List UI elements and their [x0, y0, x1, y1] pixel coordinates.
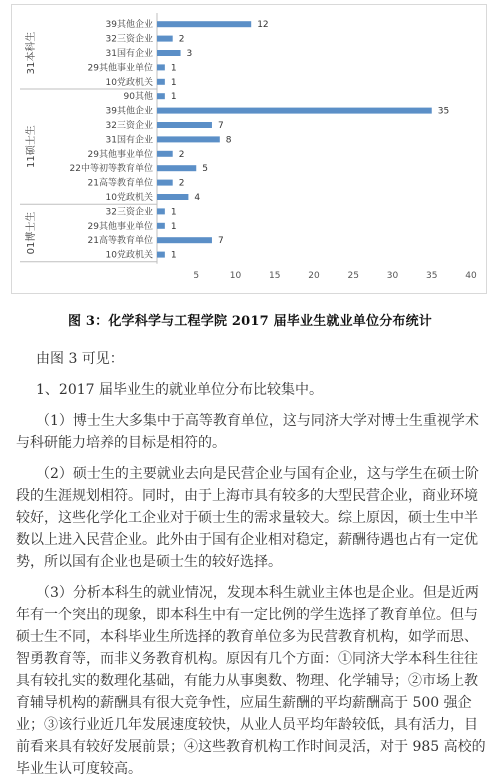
data-label: 2	[178, 178, 185, 189]
bar	[157, 136, 220, 142]
category-label: 32三资企业	[105, 121, 153, 131]
category-label: 22中等初等教育单位	[69, 164, 153, 175]
data-label: 1	[170, 250, 177, 261]
x-tick-label: 35	[426, 270, 438, 281]
category-label: 29其他事业单位	[87, 221, 153, 232]
category-label: 39其他企业	[105, 106, 153, 117]
bar	[157, 180, 173, 186]
category-label: 32三资企业	[105, 207, 153, 218]
category-label: 90其他	[123, 92, 153, 103]
data-label: 2	[178, 34, 185, 45]
group-label: 31本科生	[26, 31, 37, 75]
category-label: 31国有企业	[105, 135, 153, 146]
x-tick-label: 40	[465, 270, 477, 281]
bar	[157, 252, 165, 258]
data-label: 1	[170, 77, 177, 88]
category-label: 29其他事业单位	[87, 149, 153, 160]
bar	[157, 151, 173, 157]
data-label: 2	[178, 149, 185, 160]
category-label: 39其他企业	[105, 20, 153, 31]
paragraph-phd: （1）博士生大多集中于高等教育单位，这与同济大学对博士生重视学术与科研能力培养的目标是相符的。	[16, 413, 479, 451]
bar	[157, 93, 165, 99]
data-label: 12	[257, 20, 269, 31]
category-label: 31国有企业	[105, 49, 153, 59]
category-label: 10党政机关	[105, 250, 153, 261]
chart-frame	[11, 4, 487, 294]
x-tick-label: 30	[386, 270, 399, 281]
bar	[157, 165, 196, 171]
x-tick-label: 15	[269, 270, 281, 281]
bar	[157, 194, 188, 200]
data-label: 7	[217, 236, 224, 247]
data-label: 1	[170, 221, 177, 232]
data-label: 3	[186, 49, 193, 59]
bar	[157, 21, 251, 27]
x-tick-label: 5	[193, 270, 200, 281]
data-label: 35	[437, 106, 450, 117]
bar	[157, 208, 165, 214]
data-label: 1	[170, 63, 177, 74]
data-label: 5	[202, 164, 208, 175]
bar	[157, 223, 165, 229]
data-label: 1	[170, 207, 177, 218]
category-label: 21高等教育单位	[87, 178, 153, 189]
bar	[157, 36, 173, 42]
x-tick-label: 10	[229, 270, 242, 281]
paragraph-undergrad: （3）分析本科生的就业情况，发现本科生就业主体也是企业。但是近两年有一个突出的现象，即本科生中有一定比例的学生选择了教育单位。但与硕士生不同，本科毕业生所选择的教育单位多为民营教育机构，如学而思、智勇教育等，而非义务教育机构。原因有几个方面：①同济大学本科生往往具有较扎实的数理化基础，有能力从事奥数、物理、化学辅导；②市场上教育辅导机构的薪酬具有很大竞争性，应届生薪酬的平均薪酬高于 500 强企业；③该行业近几年发展速度较快，从业人员平均年龄较低，具有活力，目前看来具有较好发展前景；④这些教育机构工作时间灵活，对于 985 高校的毕业生认可度较高。	[16, 585, 486, 777]
category-label: 10党政机关	[105, 193, 153, 203]
bar	[157, 108, 432, 114]
point-1-heading: 1、2017 届毕业生的就业单位分布比较集中。	[36, 382, 323, 398]
bar	[157, 237, 212, 243]
bar	[157, 50, 181, 56]
data-label: 8	[225, 135, 232, 146]
bar	[157, 64, 165, 70]
category-label: 29其他事业单位	[87, 63, 153, 74]
data-label: 7	[217, 121, 224, 131]
bar-chart	[12, 5, 488, 295]
category-label: 10党政机关	[105, 77, 153, 88]
data-label: 4	[194, 193, 201, 203]
group-label: 11硕士生	[26, 125, 37, 168]
figure-caption: 图 3：化学科学与工程学院 2017 届毕业生就业单位分布统计	[67, 314, 432, 329]
data-label: 1	[170, 92, 177, 103]
bar	[157, 122, 212, 128]
bar	[157, 79, 165, 85]
paragraph-master: （2）硕士生的主要就业去向是民营企业与国有企业，这与学生在硕士阶段的生涯规划相符。同时，由于上海市具有较多的大型民营企业，商业环境较好，这些化学化工企业对于硕士生的需求量较大。综上原因，硕士生中半数以上进入民营企业。此外由于国有企业相对稳定，薪酬待遇也占有一定优势，所以国有企业也是硕士生的较好选择。	[16, 466, 479, 570]
category-label: 21高等教育单位	[87, 236, 153, 247]
x-tick-label: 25	[347, 270, 359, 281]
category-label: 32三资企业	[105, 34, 153, 45]
intro-text: 由图 3 可见：	[36, 351, 124, 367]
group-label: 01博士生	[26, 211, 37, 255]
article-body	[16, 340, 486, 780]
x-tick-label: 20	[308, 270, 320, 281]
